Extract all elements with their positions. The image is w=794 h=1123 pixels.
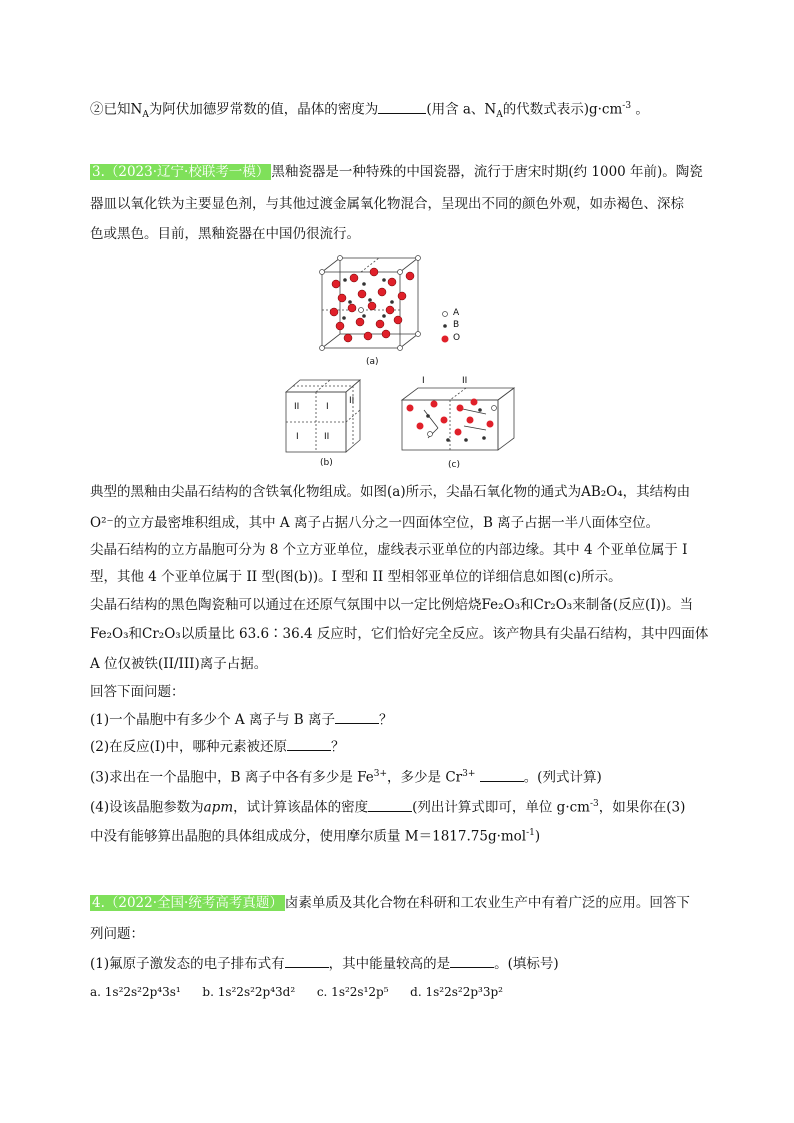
q2-line: ②已知$N_A$为阿伏加德罗常数的值，晶体的密度为 (用含 a、$N_A$的代数式表示)$g\cdot cm^{-3}$ 。: [90, 96, 649, 125]
figure-c: [398, 376, 518, 472]
adjacent-subunits-diagram: [398, 380, 518, 458]
spinel-cell-diagram: [312, 254, 472, 370]
q3-intro-line2: 器皿以氧化铁为主要显色剂，与其他过渡金属氧化物混合，呈现出不同的颜色外观，如赤褐色、深棕: [90, 196, 684, 212]
q3-intro-line1: 3.（2023·辽宁·校联考一模） 黑釉瓷器是一种特殊的中国瓷器，流行于唐宋时期(约 1000 年前)。陶瓷: [92, 164, 703, 180]
answer-blank[interactable]: [368, 797, 412, 812]
q4-source-tag[interactable]: 4.（2022·全国·统考高考真题）: [92, 895, 283, 911]
formula: Fe₂O₃: [90, 626, 129, 642]
formula: O²⁻: [90, 515, 114, 531]
q3-subquestion-2: (2)在反应(I)中，哪种元素被还原 ？: [90, 736, 345, 757]
type-label: I: [422, 376, 425, 386]
formula: Fe₂O₃: [481, 597, 521, 613]
legend-o-marker: [442, 336, 449, 343]
subunit-label: I: [326, 402, 329, 412]
option-c[interactable]: c. 1s²2s¹2p⁵: [316, 985, 389, 999]
q4-subquestion-1: (1)氟原子激发态的电子排布式有 ，其中能量较高的是 。(填标号): [90, 953, 559, 974]
option-a[interactable]: a. 1s²2s²2p⁴3s¹: [90, 985, 181, 999]
subunit-label: II: [349, 396, 355, 406]
q3-prompt: 回答下面问题：: [90, 684, 185, 700]
q3-para1-line1: 典型的黑釉由尖晶石结构的含铁氧化物组成。如图(a)所示，尖晶石氧化物的通式为AB₂O₄，其结构由: [90, 484, 691, 500]
q3-para2-line2: 型，其他 4 个亚单位属于 II 型(图(b))。I 型和 II 型相邻亚单位的详细信息如图(c)所示。: [90, 569, 622, 585]
legend-o-label: O: [453, 333, 461, 343]
caption-a: (a): [366, 357, 379, 367]
formula: apm: [203, 799, 234, 816]
q3-subquestion-1: (1)一个晶胞中有多少个 A 离子与 B 离子 ？: [90, 709, 392, 730]
q3-source-tag[interactable]: 3.（2023·辽宁·校联考一模）: [92, 164, 270, 180]
formula: Cr₂O₃: [142, 626, 181, 642]
q3-para2-line1: 尖晶石结构的立方晶胞可分为 8 个立方亚单位，虚线表示亚单位的内部边缘。其中 4 个亚单位属于 I: [90, 542, 688, 558]
caption-b: (b): [320, 458, 333, 468]
legend-b-label: B: [453, 320, 460, 330]
legend-a-marker: [443, 312, 448, 317]
option-d[interactable]: d. 1s²2s²2p³3p²: [410, 985, 503, 999]
answer-blank[interactable]: [335, 709, 379, 724]
q3-subquestion-4-cont: 中没有能够算出晶胞的具体组成成分，使用摩尔质量 M＝1817.75g·mol$^{-1}$): [90, 828, 541, 845]
type-label: II: [462, 376, 468, 386]
formula: AB₂O₄: [581, 484, 623, 500]
formula: Cr₂O₃: [533, 597, 573, 613]
answer-blank[interactable]: [378, 99, 426, 114]
answer-blank[interactable]: [450, 953, 494, 968]
q3-intro-line3: 色或黑色。目前，黑釉瓷器在中国仍很流行。: [90, 226, 360, 242]
q4-intro-line1: 4.（2022·全国·统考高考真题） 卤素单质及其化合物在科研和工农业生产中有着广泛的应用。回答下: [92, 895, 690, 911]
figure-a: [312, 254, 472, 370]
legend-b-marker: [443, 324, 447, 328]
q3-para3-line1: 尖晶石结构的黑色陶瓷釉可以通过在还原气氛围中以一定比例焙烧Fe₂O₃和Cr₂O₃来制备(反应(I))。当: [90, 597, 694, 613]
q3-subquestion-4: (4)设该晶胞参数为apm，试计算该晶体的密度 (列出计算式即可，单位 $g\cdot cm^{-3}$，如果你在(3): [90, 794, 685, 818]
circled-number: ②: [90, 101, 104, 118]
subunit-label: II: [294, 402, 300, 412]
answer-blank[interactable]: [287, 736, 331, 751]
q4-intro-line2: 列问题：: [90, 926, 144, 942]
q3-para3-line2: Fe₂O₃和Cr₂O₃以质量比 63.6∶36.4 反应时，它们恰好完全反应。该产物具有尖晶石结构，其中四面体: [90, 626, 709, 642]
q3-subquestion-3: (3)求出在一个晶胞中，B 离子中各有多少是 $Fe^{3+}$，多少是 $Cr^{3+}$ 。(列式计算): [90, 764, 602, 788]
q3-para3-line3: A 位仅被铁(II/III)离子占据。: [90, 656, 268, 672]
q3-para1-line2: O²⁻的立方最密堆积组成，其中 A 离子占据八分之一四面体空位，B 离子占据一半八面体空位。: [90, 515, 660, 531]
subunit-label: II: [324, 432, 330, 442]
figure-b: [282, 376, 382, 472]
legend-a-label: A: [453, 308, 460, 318]
answer-blank[interactable]: [285, 953, 329, 968]
caption-c: (c): [448, 460, 460, 470]
answer-blank[interactable]: [480, 767, 524, 782]
subunit-cube-diagram: [282, 376, 382, 456]
option-b[interactable]: b. 1s²2s²2p⁴3d²: [202, 985, 296, 999]
subunit-label: I: [296, 432, 299, 442]
q4-options: [90, 982, 503, 1002]
